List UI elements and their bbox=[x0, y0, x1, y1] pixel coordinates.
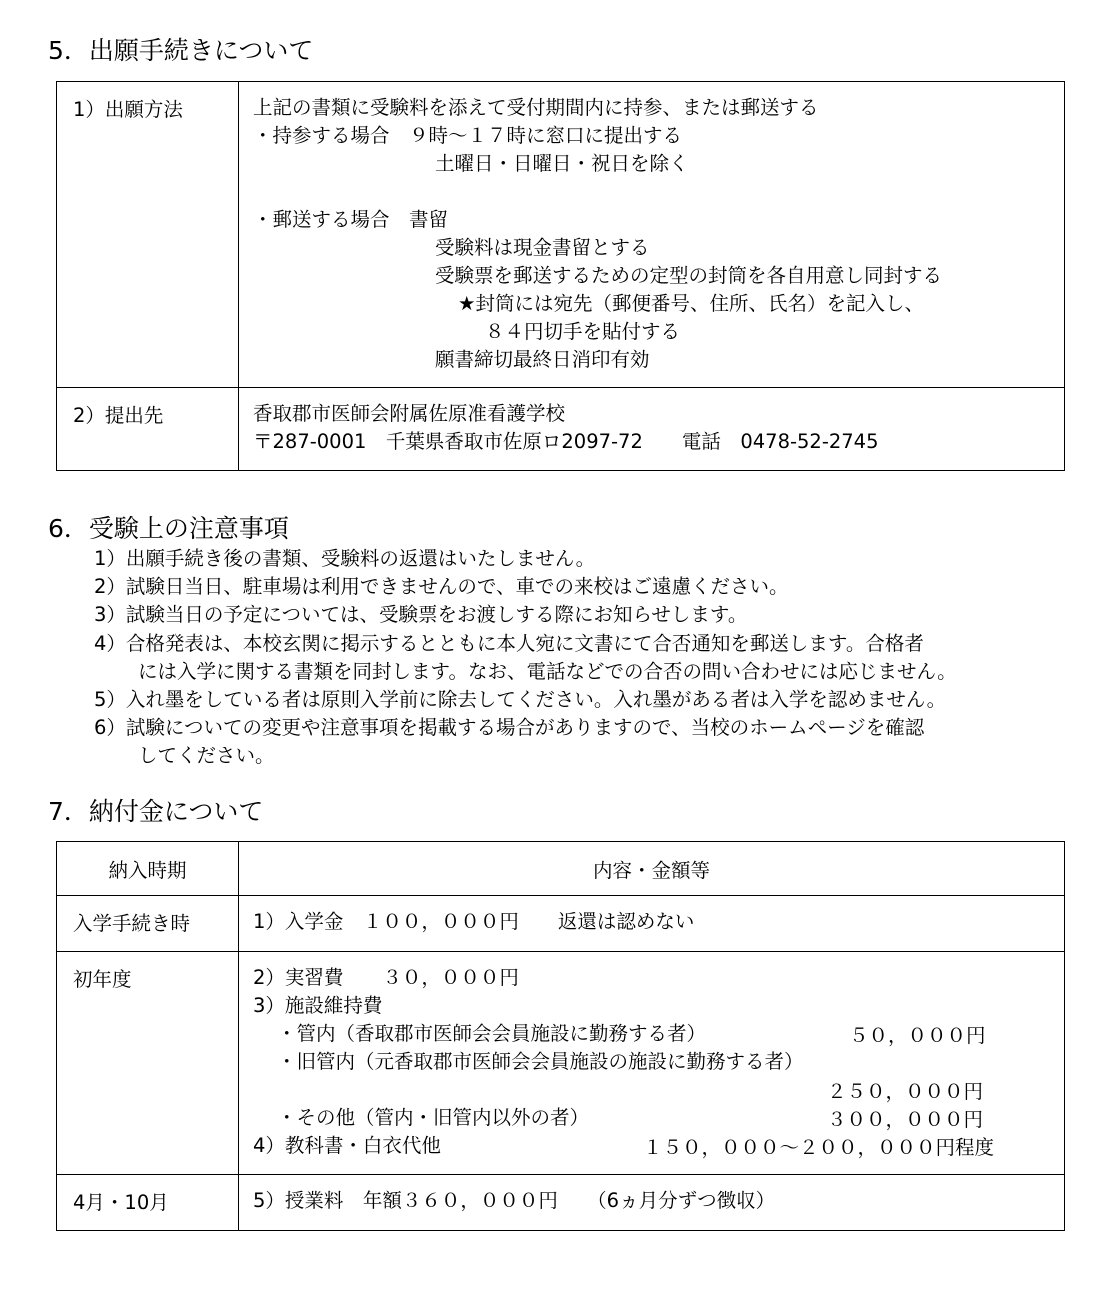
table-row bbox=[57, 896, 1065, 952]
table-row bbox=[57, 82, 1065, 388]
amount: ５０，０００円 bbox=[849, 1024, 986, 1047]
content-line: ・旧管内（元香取郡市医師会会員施設の施設に勤務する者） bbox=[277, 1050, 804, 1073]
content-line: 願書締切最終日消印有効 bbox=[435, 348, 650, 371]
list-item: 3）試験当日の予定については、受験票をお渡しする際にお知らせします。 bbox=[94, 603, 748, 627]
section6-heading: 6．受験上の注意事項 bbox=[48, 514, 289, 543]
content-line: ・管内（香取郡市医師会会員施設に勤務する者） bbox=[277, 1022, 707, 1045]
content-line: 受験料は現金書留とする bbox=[435, 236, 650, 259]
content-line: ・その他（管内・旧管内以外の者） bbox=[277, 1106, 590, 1129]
section7-heading: 7．納付金について bbox=[48, 797, 264, 826]
row-content bbox=[239, 1175, 1065, 1231]
list-item: には入学に関する書類を同封します。なお、電話などでの合否の問い合わせには応じません。 bbox=[138, 659, 957, 683]
column-header-period: 納入時期 bbox=[57, 842, 239, 896]
application-procedure-table bbox=[56, 81, 1065, 471]
row-label: 2）提出先 bbox=[57, 388, 239, 471]
row-label: 初年度 bbox=[57, 952, 239, 1175]
table-header-row bbox=[57, 842, 1065, 896]
payment-table bbox=[56, 841, 1065, 1231]
content-line: 1）入学金 １００，０００円 返還は認めない bbox=[253, 910, 695, 933]
school-name: 香取郡市医師会附属佐原准看護学校 bbox=[253, 402, 566, 425]
row-content bbox=[239, 896, 1065, 952]
content-line: ・郵送する場合 書留 bbox=[253, 208, 449, 231]
content-line: 5）授業料 年額３６０，０００円 （6ヵ月分ずつ徴収） bbox=[253, 1189, 776, 1212]
content-line: ８４円切手を貼付する bbox=[485, 320, 681, 343]
content-line: 2）実習費 ３０，０００円 bbox=[253, 966, 519, 989]
list-item: 2）試験日当日、駐車場は利用できませんので、車での来校はご遠慮ください。 bbox=[94, 575, 789, 599]
content-line: ・持参する場合 ９時～１７時に窓口に提出する bbox=[253, 124, 683, 147]
table-row bbox=[57, 388, 1065, 471]
content-line: 土曜日・日曜日・祝日を除く bbox=[435, 152, 689, 175]
row-content bbox=[239, 82, 1065, 388]
table-row bbox=[57, 952, 1065, 1175]
table-row bbox=[57, 1175, 1065, 1231]
list-item: 6）試験についての変更や注意事項を掲載する場合がありますので、当校のホームページを確認 bbox=[94, 716, 925, 740]
row-content bbox=[239, 388, 1065, 471]
list-item: 5）入れ墨をしている者は原則入学前に除去してください。入れ墨がある者は入学を認めません。 bbox=[94, 687, 947, 711]
content-line: 上記の書類に受験料を添えて受付期間内に持参、または郵送する bbox=[253, 96, 819, 119]
content-line: 受験票を郵送するための定型の封筒を各自用意し同封する bbox=[435, 264, 943, 287]
amount: ３００，０００円 bbox=[827, 1108, 984, 1131]
content-line: 3）施設維持費 bbox=[253, 994, 383, 1017]
row-label: 1）出願方法 bbox=[57, 82, 239, 388]
amount: ２５０，０００円 bbox=[827, 1080, 984, 1103]
row-label: 入学手続き時 bbox=[57, 896, 239, 952]
content-line: ★封筒には宛先（郵便番号、住所、氏名）を記入し、 bbox=[458, 292, 924, 315]
amount: １５０，０００～２００，０００円程度 bbox=[643, 1136, 995, 1159]
list-item: してください。 bbox=[138, 744, 275, 768]
section5-heading: 5．出願手続きについて bbox=[48, 36, 314, 65]
row-content bbox=[239, 952, 1065, 1175]
row-label: 4月・10月 bbox=[57, 1175, 239, 1231]
content-line: 4）教科書・白衣代他 bbox=[253, 1134, 441, 1157]
list-item: 4）合格発表は、本校玄関に掲示するとともに本人宛に文書にて合否通知を郵送します。合格者 bbox=[94, 631, 924, 655]
list-item: 1）出願手続き後の書類、受験料の返還はいたしません。 bbox=[94, 547, 596, 570]
exam-notes-list bbox=[94, 545, 1084, 771]
column-header-content: 内容・金額等 bbox=[239, 842, 1065, 896]
school-address: 〒287-0001 千葉県香取市佐原ロ2097-72 電話 0478-52-2745 bbox=[253, 430, 879, 453]
